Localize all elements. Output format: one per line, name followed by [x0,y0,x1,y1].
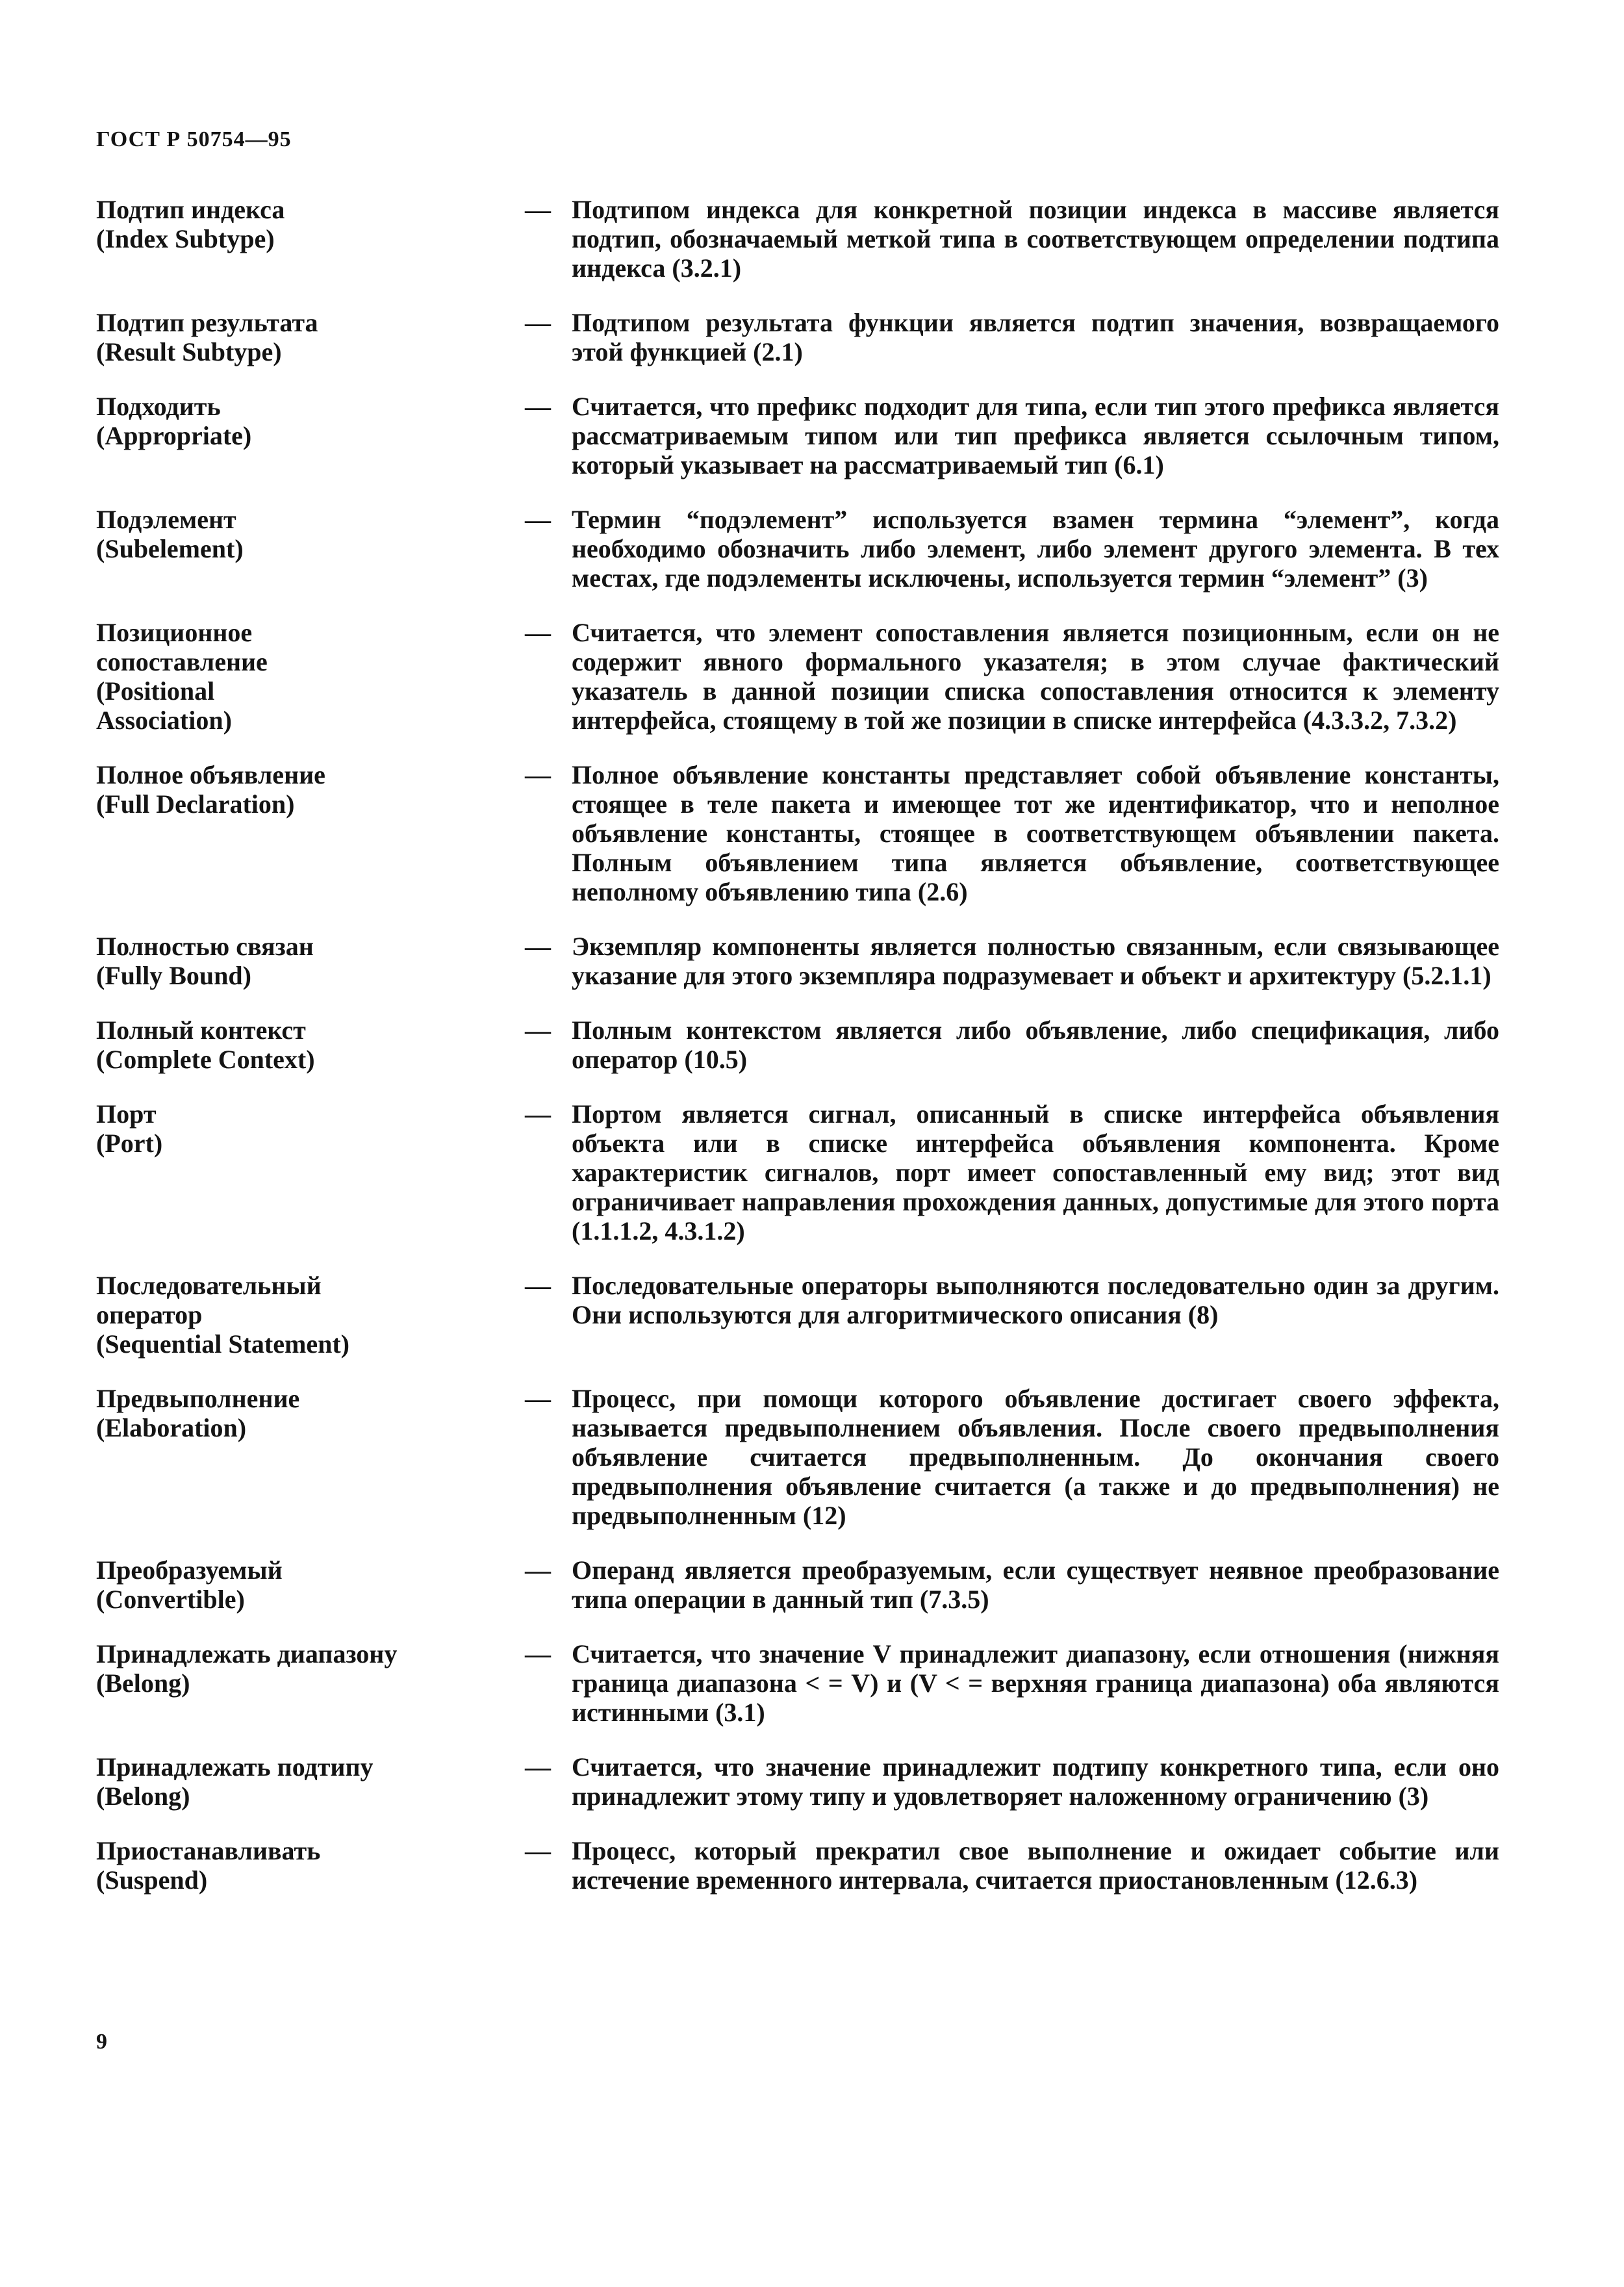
standard-code-header: ГОСТ Р 50754—95 [96,127,292,151]
term-line: Преобразуемый [96,1555,283,1585]
entry-dash: — [525,932,551,961]
glossary-definition: Считается, что значение V принадлежит диапазону, если отношения (нижняя граница диапазона < = V) и (V < = верхняя граница диапазона) оба являются истинными (3.1) [572,1639,1499,1727]
glossary-term [96,1271,486,1359]
glossary-definition: Последовательные операторы выполняются последовательно один за другим. Они используются для алгоритмического описания (8) [572,1271,1499,1329]
term-line: (Appropriate) [96,421,252,450]
entry-dash: — [525,1639,551,1668]
entry-dash: — [525,505,551,534]
glossary-entry [96,1555,1499,1614]
glossary-list [96,195,1499,1895]
term-line: Подтип результата [96,308,318,337]
entry-dash: — [525,618,551,647]
entry-dash: — [525,392,551,421]
term-line: (Belong) [96,1668,190,1698]
term-line: Предвыполнение [96,1384,300,1413]
glossary-entry [96,1752,1499,1811]
entry-dash: — [525,1016,551,1045]
entry-dash: — [525,195,551,224]
entry-dash: — [525,1099,551,1129]
glossary-term [96,1099,486,1158]
glossary-definition: Подтипом результата функции является подтип значения, возвращаемого этой функцией (2.1) [572,308,1499,366]
glossary-definition: Процесс, при помощи которого объявление достигает своего эффекта, называется предвыполнением объявления. После своего предвыполнения объявление считается предвыполненным. До окончания своего предвыполнения объявление считается (а также и до предвыполнения) не предвыполненным (12) [572,1384,1499,1530]
glossary-entry [96,1384,1499,1530]
glossary-definition: Полным контекстом является либо объявление, либо спецификация, либо оператор (10.5) [572,1016,1499,1074]
term-line: (Port) [96,1129,163,1158]
term-line: (Belong) [96,1782,190,1811]
glossary-definition: Считается, что префикс подходит для типа, если тип этого префикса является рассматриваемым типом или тип префикса является ссылочным типом, который указывает на рассматриваемый тип (6.1) [572,392,1499,479]
glossary-definition: Подтипом индекса для конкретной позиции индекса в массиве является подтип, обозначаемый меткой типа в соответствующем определении подтипа индекса (3.2.1) [572,195,1499,283]
term-line: (Fully Bound) [96,961,251,990]
term-line: (Result Subtype) [96,337,282,366]
term-line: Полное объявление [96,760,325,789]
term-line: Подходить [96,392,221,421]
glossary-definition: Полное объявление константы представляет собой объявление константы, стоящее в теле пакета и имеющее тот же идентификатор, что и неполное объявление константы, стоящее в соответствующем объявлении пакета. Полным объявлением типа является объявление, соответствующее неполному объявлению типа (2.6) [572,760,1499,906]
glossary-term [96,1016,486,1074]
glossary-entry [96,618,1499,735]
glossary-entry [96,1639,1499,1727]
glossary-term [96,1752,486,1811]
term-line: Приостанавливать [96,1836,321,1865]
entry-dash: — [525,308,551,337]
term-line: (Suspend) [96,1865,208,1895]
term-line: сопоставление [96,647,268,676]
term-line: (Sequential Statement) [96,1329,349,1359]
glossary-term [96,760,486,819]
entry-dash: — [525,1752,551,1782]
term-line: (Positional [96,676,215,706]
glossary-term [96,1384,486,1442]
glossary-term [96,932,486,990]
entry-dash: — [525,1271,551,1300]
entry-dash: — [525,760,551,789]
term-line: Принадлежать диапазону [96,1639,398,1668]
page-number: 9 [96,2030,107,2054]
glossary-entry [96,1836,1499,1895]
term-line: Полный контекст [96,1016,306,1045]
term-line: (Subelement) [96,534,244,563]
glossary-definition: Термин “подэлемент” используется взамен термина “элемент”, когда необходимо обозначить либо элемент, либо элемент другого элемента. В тех местах, где подэлементы исключены, используется термин “элемент” (3) [572,505,1499,593]
glossary-entry [96,308,1499,366]
term-line: (Full Declaration) [96,789,295,819]
entry-dash: — [525,1384,551,1413]
glossary-definition: Считается, что значение принадлежит подтипу конкретного типа, если оно принадлежит этому типу и удовлетворяет наложенному ограничению (3) [572,1752,1499,1811]
term-line: Принадлежать подтипу [96,1752,374,1782]
glossary-definition: Экземпляр компоненты является полностью связанным, если связывающее указание для этого экземпляра подразумевает и объект и архитектуру (5.2.1.1) [572,932,1499,990]
glossary-term [96,505,486,563]
term-line: Последовательный [96,1271,322,1300]
glossary-entry [96,392,1499,479]
glossary-entry [96,1099,1499,1246]
term-line: (Elaboration) [96,1413,247,1442]
glossary-term [96,1555,486,1614]
term-line: Подтип индекса [96,195,285,224]
glossary-entry [96,1271,1499,1359]
glossary-entry [96,932,1499,990]
term-line: Порт [96,1099,157,1129]
glossary-definition: Операнд является преобразуемым, если существует неявное преобразование типа операции в данный тип (7.3.5) [572,1555,1499,1614]
term-line: Association) [96,706,232,735]
glossary-definition: Считается, что элемент сопоставления является позиционным, если он не содержит явного формального указателя; в этом случае фактический указатель в данной позиции списка сопоставления относится к элементу интерфейса, стоящему в той же позиции в списке интерфейса (4.3.3.2, 7.3.2) [572,618,1499,735]
glossary-entry [96,505,1499,593]
glossary-entry [96,1016,1499,1074]
term-line: (Convertible) [96,1585,245,1614]
glossary-term [96,1639,486,1698]
glossary-definition: Портом является сигнал, описанный в списке интерфейса объявления объекта или в списке интерфейса объявления компонента. Кроме характеристик сигналов, порт имеет сопоставленный ему вид; этот вид ограничивает направления прохождения данных, допустимые для этого порта (1.1.1.2, 4.3.1.2) [572,1099,1499,1246]
glossary-entry [96,760,1499,906]
term-line: Позиционное [96,618,253,647]
glossary-term [96,308,486,366]
glossary-term [96,1836,486,1895]
glossary-term [96,195,486,253]
entry-dash: — [525,1555,551,1585]
glossary-definition: Процесс, который прекратил свое выполнение и ожидает событие или истечение временного интервала, считается приостановленным (12.6.3) [572,1836,1499,1895]
term-line: Полностью связан [96,932,314,961]
glossary-entry [96,195,1499,283]
term-line: (Complete Context) [96,1045,315,1074]
term-line: оператор [96,1300,203,1329]
term-line: (Index Subtype) [96,224,275,253]
glossary-term [96,392,486,450]
term-line: Подэлемент [96,505,236,534]
glossary-term [96,618,486,735]
entry-dash: — [525,1836,551,1865]
